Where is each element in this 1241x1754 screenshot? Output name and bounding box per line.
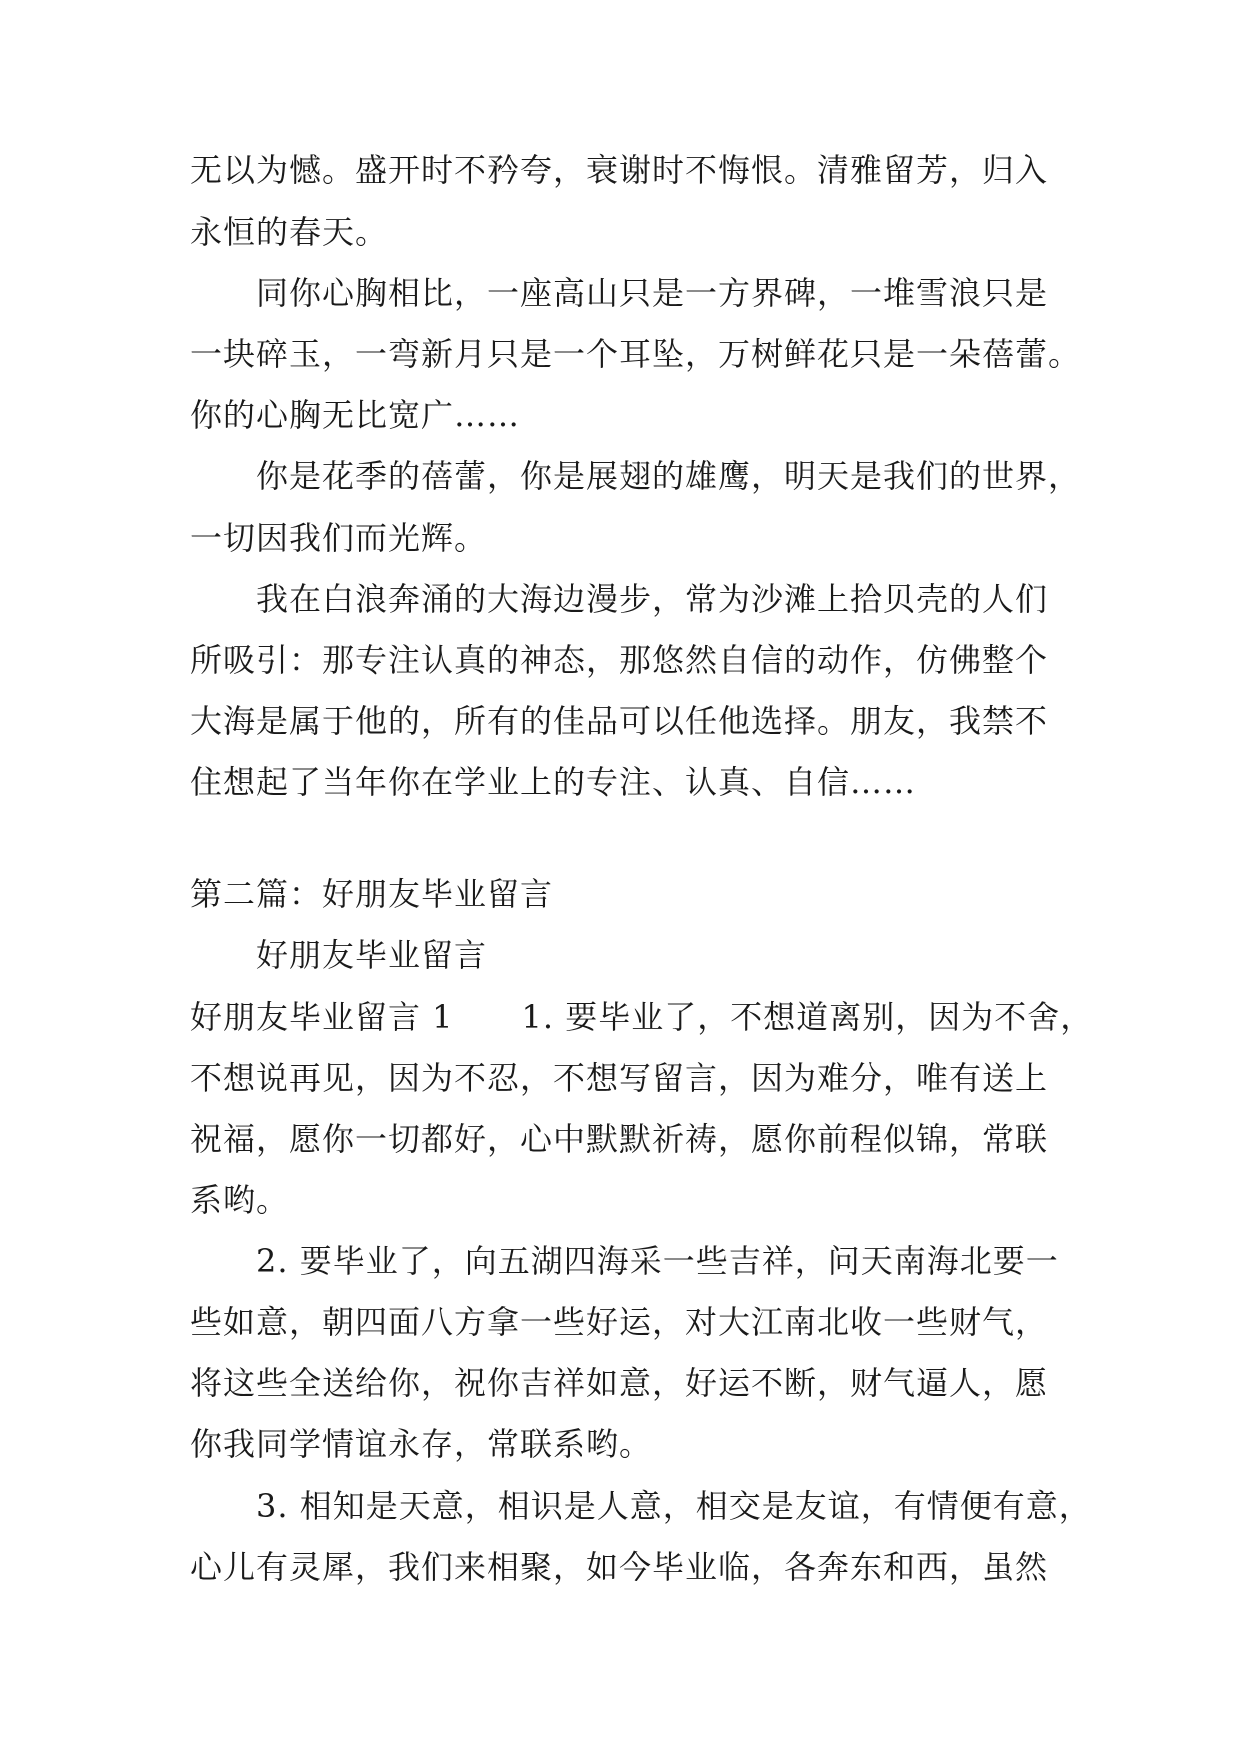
text-line: 心儿有灵犀，我们来相聚，如今毕业临，各奔东和西，虽然 <box>190 1548 1049 1586</box>
paragraph-start: 3. 相知是天意，相识是人意，相交是友谊，有情便有意， <box>256 1487 1092 1525</box>
text-line: 不想说再见，因为不忍，不想写留言，因为难分，唯有送上 <box>190 1059 1049 1097</box>
text-line: 些如意，朝四面八方拿一些好运，对大江南北收一些财气， <box>190 1303 1049 1341</box>
text-line: 你我同学情谊永存，常联系哟。 <box>190 1425 653 1463</box>
entry-text: 1. 要毕业了，不想道离别，因为不舍， <box>521 998 1094 1036</box>
text-line: 祝福，愿你一切都好，心中默默祈祷，愿你前程似锦，常联 <box>190 1120 1049 1158</box>
entry-label: 好朋友毕业留言 1 <box>190 998 454 1036</box>
paragraph-start: 你是花季的蓓蕾，你是展翅的雄鹰，明天是我们的世界， <box>256 457 1082 495</box>
text-line: 你的心胸无比宽广…… <box>190 396 521 434</box>
text-line: 无以为憾。盛开时不矜夸，衰谢时不悔恨。清雅留芳，归入 <box>190 151 1049 189</box>
text-line: 住想起了当年你在学业上的专注、认真、自信…… <box>190 763 917 801</box>
text-line <box>190 997 1093 1037</box>
subheading: 好朋友毕业留言 <box>256 936 488 974</box>
paragraph-start: 我在白浪奔涌的大海边漫步，常为沙滩上拾贝壳的人们 <box>256 580 1049 618</box>
text-line: 永恒的春天。 <box>190 213 389 251</box>
paragraph-start: 2. 要毕业了，向五湖四海采一些吉祥，问天南海北要一 <box>256 1242 1059 1280</box>
text-line: 将这些全送给你，祝你吉祥如意，好运不断，财气逼人，愿 <box>190 1364 1049 1402</box>
section-heading: 第二篇：好朋友毕业留言 <box>190 875 554 913</box>
text-line: 一块碎玉，一弯新月只是一个耳坠，万树鲜花只是一朵蓓蕾。 <box>190 335 1082 373</box>
text-line: 系哟。 <box>190 1181 290 1219</box>
text-line: 大海是属于他的，所有的佳品可以任他选择。朋友，我禁不 <box>190 702 1049 740</box>
text-line: 一切因我们而光辉。 <box>190 519 488 557</box>
paragraph-start: 同你心胸相比，一座高山只是一方界碑，一堆雪浪只是 <box>256 274 1049 312</box>
text-line: 所吸引：那专注认真的神态，那悠然自信的动作，仿佛整个 <box>190 641 1049 679</box>
